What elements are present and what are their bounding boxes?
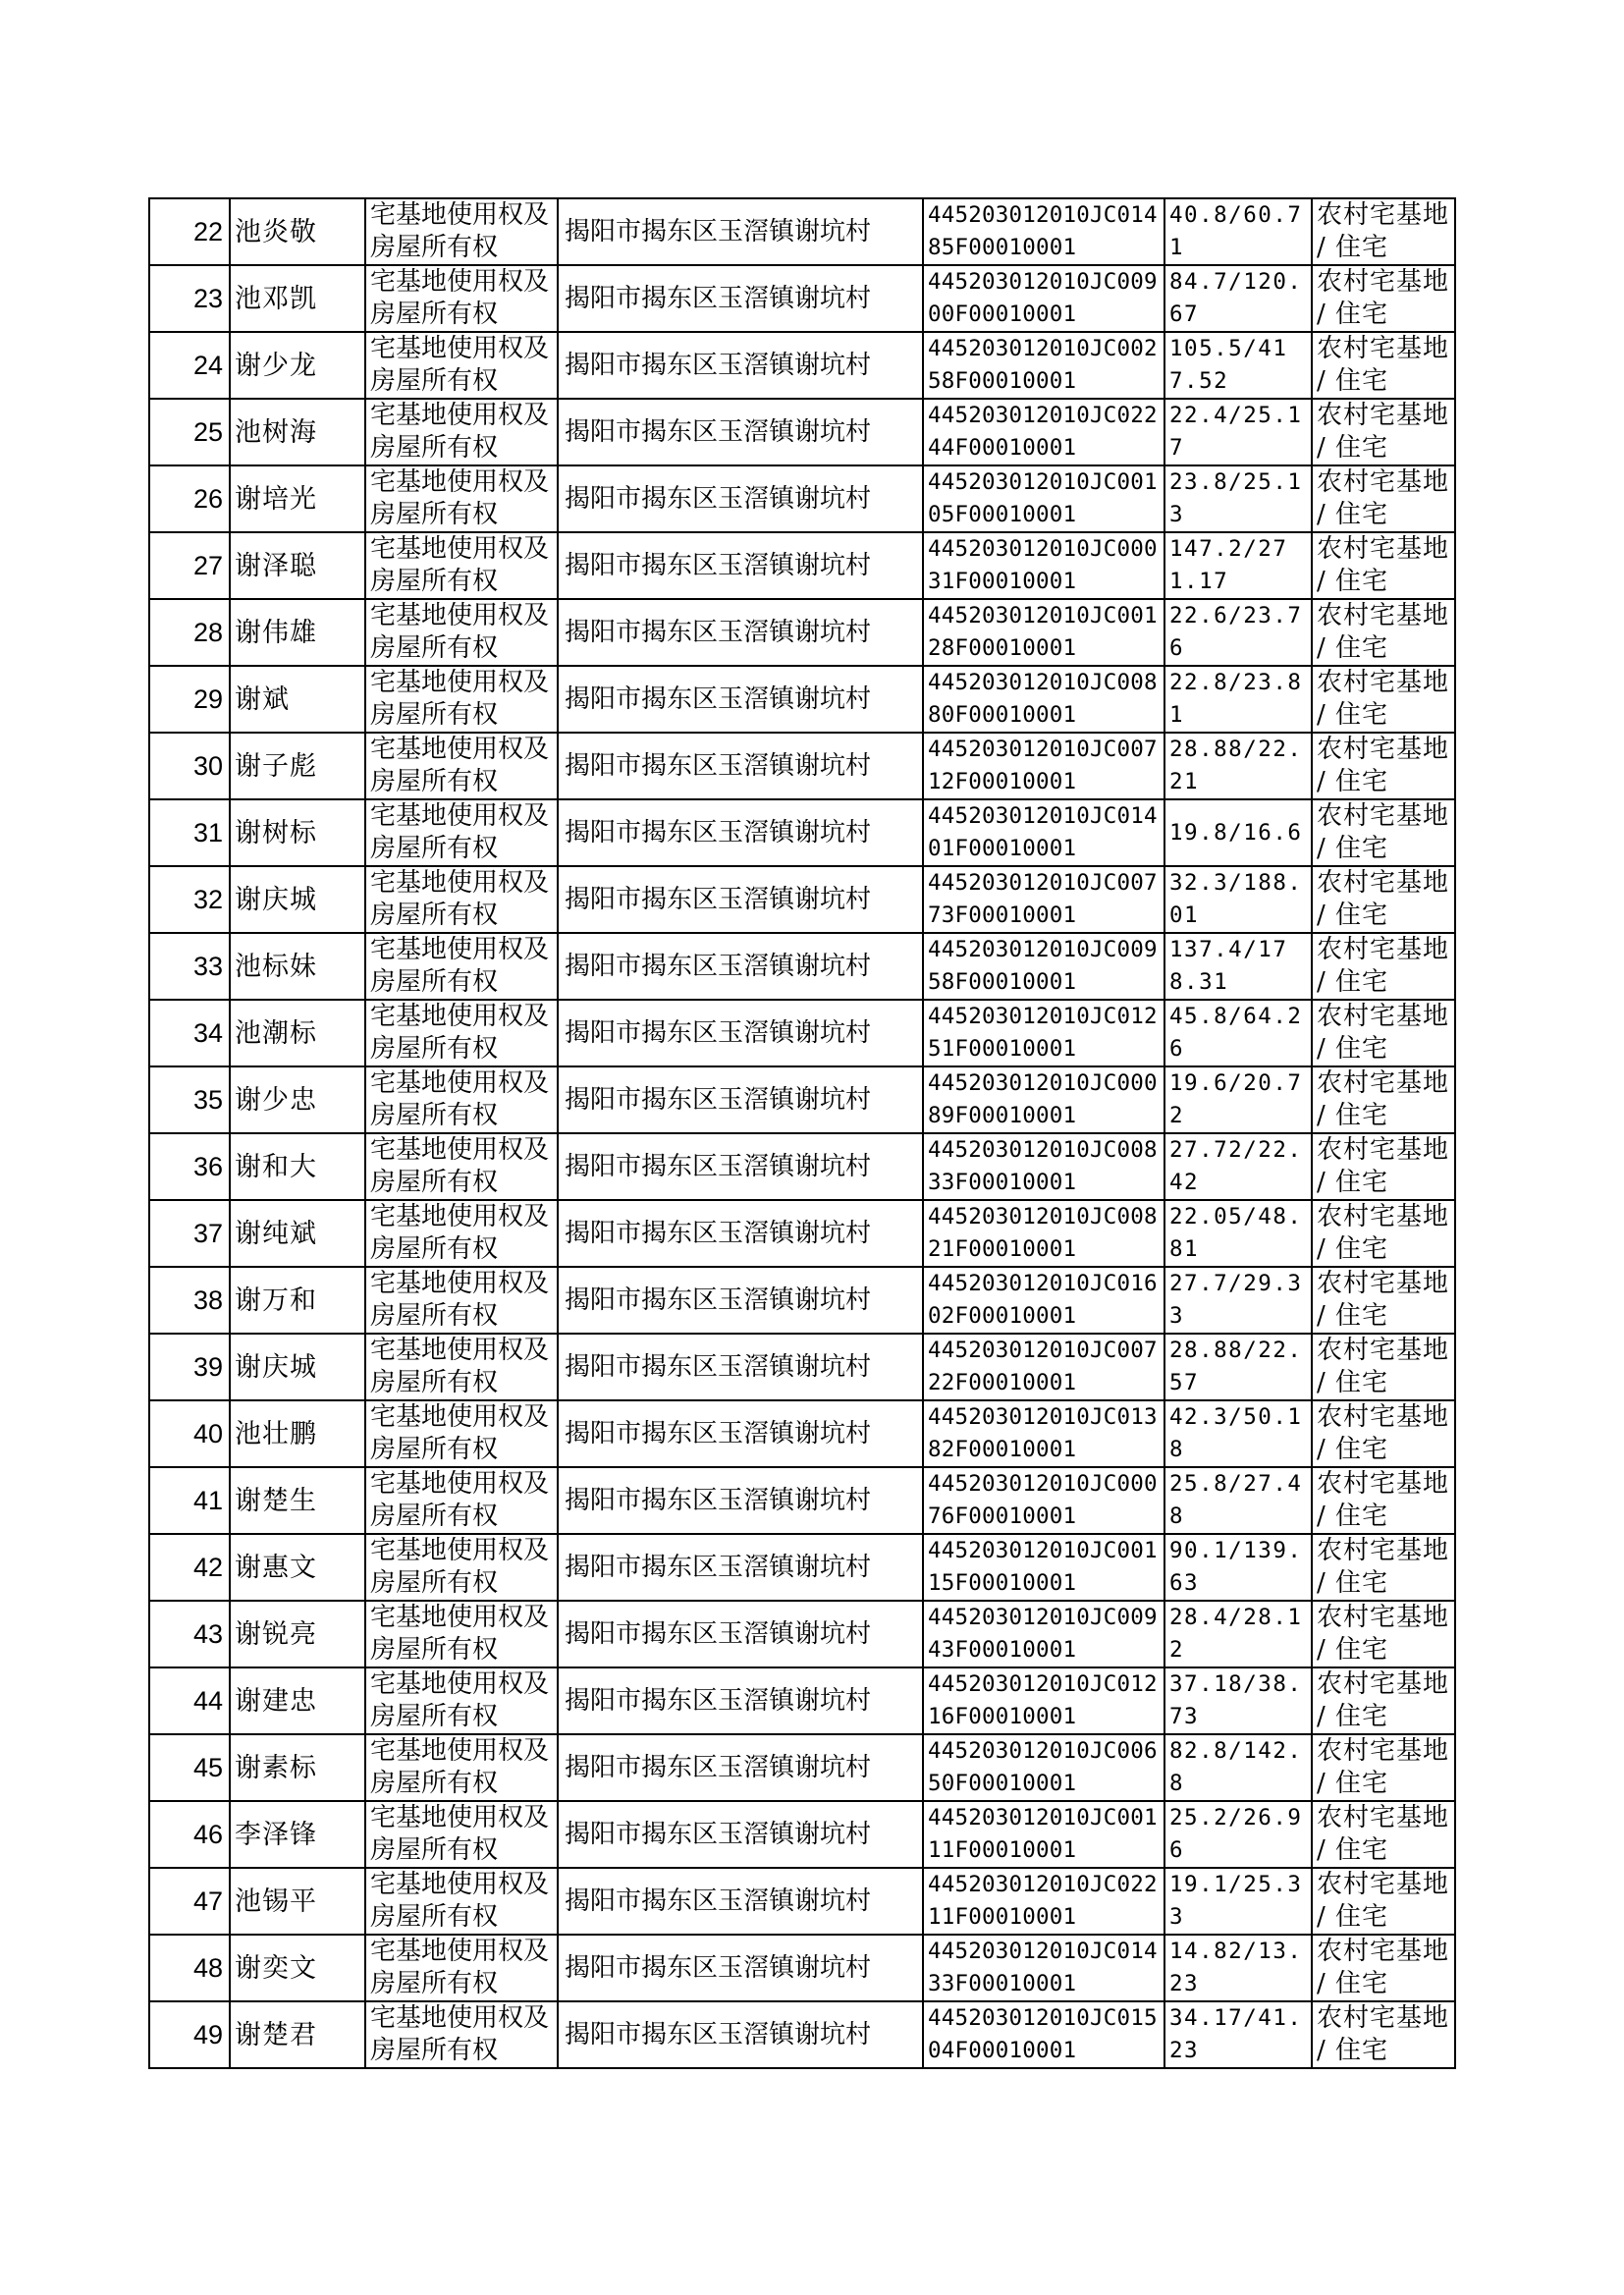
owner-name-cell: 谢素标 [230,1734,365,1801]
area-cell: 19.8/16.6 [1164,799,1312,866]
area-cell: 105.5/417.52 [1164,332,1312,399]
address-cell: 揭阳市揭东区玉滘镇谢坑村 [558,265,923,332]
right-type-cell: 宅基地使用权及房屋所有权 [365,465,558,532]
row-number-cell: 25 [149,399,230,465]
right-type-cell: 宅基地使用权及房屋所有权 [365,399,558,465]
table-row [149,1200,1455,1267]
address-cell: 揭阳市揭东区玉滘镇谢坑村 [558,1935,923,2001]
row-number-cell: 28 [149,599,230,666]
unit-code-cell: 445203012010JC00031F00010001 [923,532,1164,599]
unit-code-cell: 445203012010JC02211F00010001 [923,1868,1164,1935]
table-row [149,1601,1455,1667]
owner-name-cell: 池炎敬 [230,198,365,265]
right-type-cell: 宅基地使用权及房屋所有权 [365,1400,558,1467]
table-row [149,1133,1455,1200]
area-cell: 40.8/60.71 [1164,198,1312,265]
owner-name-cell: 谢少龙 [230,332,365,399]
row-number-cell: 23 [149,265,230,332]
right-type-cell: 宅基地使用权及房屋所有权 [365,1066,558,1133]
area-cell: 90.1/139.63 [1164,1534,1312,1601]
owner-name-cell: 谢庆城 [230,866,365,933]
unit-code-cell: 445203012010JC01433F00010001 [923,1935,1164,2001]
usage-cell: 农村宅基地 / 住宅 [1312,1133,1455,1200]
row-number-cell: 22 [149,198,230,265]
unit-code-cell: 445203012010JC00111F00010001 [923,1801,1164,1868]
table-body [149,198,1455,2068]
right-type-cell: 宅基地使用权及房屋所有权 [365,1267,558,1334]
row-number-cell: 38 [149,1267,230,1334]
usage-cell: 农村宅基地 / 住宅 [1312,265,1455,332]
usage-cell: 农村宅基地 / 住宅 [1312,733,1455,799]
right-type-cell: 宅基地使用权及房屋所有权 [365,332,558,399]
row-number-cell: 34 [149,1000,230,1066]
address-cell: 揭阳市揭东区玉滘镇谢坑村 [558,1801,923,1868]
usage-cell: 农村宅基地 / 住宅 [1312,866,1455,933]
row-number-cell: 37 [149,1200,230,1267]
row-number-cell: 35 [149,1066,230,1133]
unit-code-cell: 445203012010JC00115F00010001 [923,1534,1164,1601]
unit-code-cell: 445203012010JC00821F00010001 [923,1200,1164,1267]
row-number-cell: 43 [149,1601,230,1667]
area-cell: 27.7/29.33 [1164,1267,1312,1334]
usage-cell: 农村宅基地 / 住宅 [1312,1267,1455,1334]
unit-code-cell: 445203012010JC00712F00010001 [923,733,1164,799]
owner-name-cell: 谢泽聪 [230,532,365,599]
usage-cell: 农村宅基地 / 住宅 [1312,1467,1455,1534]
table-row [149,1467,1455,1534]
table-row [149,1066,1455,1133]
right-type-cell: 宅基地使用权及房屋所有权 [365,532,558,599]
table-row [149,599,1455,666]
unit-code-cell: 445203012010JC01504F00010001 [923,2001,1164,2068]
owner-name-cell: 谢和大 [230,1133,365,1200]
table-row [149,198,1455,265]
area-cell: 23.8/25.13 [1164,465,1312,532]
row-number-cell: 30 [149,733,230,799]
owner-name-cell: 谢锐亮 [230,1601,365,1667]
row-number-cell: 41 [149,1467,230,1534]
right-type-cell: 宅基地使用权及房屋所有权 [365,1935,558,2001]
owner-name-cell: 谢树标 [230,799,365,866]
area-cell: 28.88/22.57 [1164,1334,1312,1400]
usage-cell: 农村宅基地 / 住宅 [1312,1935,1455,2001]
area-cell: 19.1/25.33 [1164,1868,1312,1935]
owner-name-cell: 谢楚生 [230,1467,365,1534]
owner-name-cell: 池锡平 [230,1868,365,1935]
usage-cell: 农村宅基地 / 住宅 [1312,1801,1455,1868]
address-cell: 揭阳市揭东区玉滘镇谢坑村 [558,1400,923,1467]
owner-name-cell: 谢伟雄 [230,599,365,666]
address-cell: 揭阳市揭东区玉滘镇谢坑村 [558,1467,923,1534]
owner-name-cell: 谢培光 [230,465,365,532]
table-row [149,799,1455,866]
row-number-cell: 31 [149,799,230,866]
table-row [149,332,1455,399]
address-cell: 揭阳市揭东区玉滘镇谢坑村 [558,2001,923,2068]
address-cell: 揭阳市揭东区玉滘镇谢坑村 [558,1334,923,1400]
table-row [149,465,1455,532]
right-type-cell: 宅基地使用权及房屋所有权 [365,599,558,666]
address-cell: 揭阳市揭东区玉滘镇谢坑村 [558,532,923,599]
unit-code-cell: 445203012010JC00650F00010001 [923,1734,1164,1801]
owner-name-cell: 谢纯斌 [230,1200,365,1267]
unit-code-cell: 445203012010JC00258F00010001 [923,332,1164,399]
row-number-cell: 47 [149,1868,230,1935]
usage-cell: 农村宅基地 / 住宅 [1312,666,1455,733]
owner-name-cell: 池邓凯 [230,265,365,332]
address-cell: 揭阳市揭东区玉滘镇谢坑村 [558,599,923,666]
usage-cell: 农村宅基地 / 住宅 [1312,332,1455,399]
row-number-cell: 27 [149,532,230,599]
address-cell: 揭阳市揭东区玉滘镇谢坑村 [558,666,923,733]
row-number-cell: 26 [149,465,230,532]
registration-table [148,197,1456,2069]
table-row [149,1667,1455,1734]
owner-name-cell: 池树海 [230,399,365,465]
usage-cell: 农村宅基地 / 住宅 [1312,1066,1455,1133]
right-type-cell: 宅基地使用权及房屋所有权 [365,1334,558,1400]
area-cell: 82.8/142.8 [1164,1734,1312,1801]
right-type-cell: 宅基地使用权及房屋所有权 [365,1667,558,1734]
address-cell: 揭阳市揭东区玉滘镇谢坑村 [558,1534,923,1601]
address-cell: 揭阳市揭东区玉滘镇谢坑村 [558,465,923,532]
right-type-cell: 宅基地使用权及房屋所有权 [365,1801,558,1868]
table-row [149,666,1455,733]
table-row [149,399,1455,465]
unit-code-cell: 445203012010JC01382F00010001 [923,1400,1164,1467]
table-row [149,733,1455,799]
owner-name-cell: 池壮鹏 [230,1400,365,1467]
usage-cell: 农村宅基地 / 住宅 [1312,933,1455,1000]
area-cell: 25.8/27.48 [1164,1467,1312,1534]
table-row [149,1801,1455,1868]
unit-code-cell: 445203012010JC00773F00010001 [923,866,1164,933]
usage-cell: 农村宅基地 / 住宅 [1312,1200,1455,1267]
usage-cell: 农村宅基地 / 住宅 [1312,1868,1455,1935]
row-number-cell: 24 [149,332,230,399]
right-type-cell: 宅基地使用权及房屋所有权 [365,733,558,799]
unit-code-cell: 445203012010JC02244F00010001 [923,399,1164,465]
usage-cell: 农村宅基地 / 住宅 [1312,1334,1455,1400]
row-number-cell: 48 [149,1935,230,2001]
right-type-cell: 宅基地使用权及房屋所有权 [365,2001,558,2068]
row-number-cell: 49 [149,2001,230,2068]
table-row [149,1000,1455,1066]
row-number-cell: 46 [149,1801,230,1868]
address-cell: 揭阳市揭东区玉滘镇谢坑村 [558,1667,923,1734]
area-cell: 37.18/38.73 [1164,1667,1312,1734]
address-cell: 揭阳市揭东区玉滘镇谢坑村 [558,1601,923,1667]
usage-cell: 农村宅基地 / 住宅 [1312,465,1455,532]
area-cell: 147.2/271.17 [1164,532,1312,599]
table-row [149,1534,1455,1601]
usage-cell: 农村宅基地 / 住宅 [1312,1601,1455,1667]
right-type-cell: 宅基地使用权及房屋所有权 [365,1534,558,1601]
area-cell: 22.4/25.17 [1164,399,1312,465]
usage-cell: 农村宅基地 / 住宅 [1312,399,1455,465]
unit-code-cell: 445203012010JC01216F00010001 [923,1667,1164,1734]
right-type-cell: 宅基地使用权及房屋所有权 [365,265,558,332]
row-number-cell: 44 [149,1667,230,1734]
unit-code-cell: 445203012010JC00900F00010001 [923,265,1164,332]
right-type-cell: 宅基地使用权及房屋所有权 [365,666,558,733]
address-cell: 揭阳市揭东区玉滘镇谢坑村 [558,1133,923,1200]
owner-name-cell: 谢斌 [230,666,365,733]
usage-cell: 农村宅基地 / 住宅 [1312,599,1455,666]
table-row [149,933,1455,1000]
area-cell: 22.8/23.81 [1164,666,1312,733]
area-cell: 45.8/64.26 [1164,1000,1312,1066]
usage-cell: 农村宅基地 / 住宅 [1312,532,1455,599]
owner-name-cell: 谢少忠 [230,1066,365,1133]
right-type-cell: 宅基地使用权及房屋所有权 [365,1601,558,1667]
right-type-cell: 宅基地使用权及房屋所有权 [365,1467,558,1534]
area-cell: 22.05/48.81 [1164,1200,1312,1267]
owner-name-cell: 谢惠文 [230,1534,365,1601]
table-row [149,1868,1455,1935]
table-row [149,1400,1455,1467]
usage-cell: 农村宅基地 / 住宅 [1312,1400,1455,1467]
row-number-cell: 42 [149,1534,230,1601]
table-row [149,1334,1455,1400]
row-number-cell: 29 [149,666,230,733]
address-cell: 揭阳市揭东区玉滘镇谢坑村 [558,1000,923,1066]
table-row [149,866,1455,933]
address-cell: 揭阳市揭东区玉滘镇谢坑村 [558,1267,923,1334]
right-type-cell: 宅基地使用权及房屋所有权 [365,1200,558,1267]
right-type-cell: 宅基地使用权及房屋所有权 [365,866,558,933]
table-row [149,1734,1455,1801]
table-row [149,2001,1455,2068]
area-cell: 14.82/13.23 [1164,1935,1312,2001]
owner-name-cell: 池标妹 [230,933,365,1000]
address-cell: 揭阳市揭东区玉滘镇谢坑村 [558,1734,923,1801]
area-cell: 22.6/23.76 [1164,599,1312,666]
unit-code-cell: 445203012010JC00880F00010001 [923,666,1164,733]
owner-name-cell: 李泽锋 [230,1801,365,1868]
owner-name-cell: 谢楚君 [230,2001,365,2068]
table-row [149,1935,1455,2001]
usage-cell: 农村宅基地 / 住宅 [1312,2001,1455,2068]
right-type-cell: 宅基地使用权及房屋所有权 [365,198,558,265]
row-number-cell: 33 [149,933,230,1000]
unit-code-cell: 445203012010JC01485F00010001 [923,198,1164,265]
unit-code-cell: 445203012010JC01401F00010001 [923,799,1164,866]
area-cell: 84.7/120.67 [1164,265,1312,332]
area-cell: 42.3/50.18 [1164,1400,1312,1467]
table-row [149,532,1455,599]
owner-name-cell: 谢子彪 [230,733,365,799]
usage-cell: 农村宅基地 / 住宅 [1312,799,1455,866]
unit-code-cell: 445203012010JC00128F00010001 [923,599,1164,666]
area-cell: 25.2/26.96 [1164,1801,1312,1868]
address-cell: 揭阳市揭东区玉滘镇谢坑村 [558,198,923,265]
unit-code-cell: 445203012010JC01251F00010001 [923,1000,1164,1066]
address-cell: 揭阳市揭东区玉滘镇谢坑村 [558,1200,923,1267]
usage-cell: 农村宅基地 / 住宅 [1312,1534,1455,1601]
table-row [149,265,1455,332]
unit-code-cell: 445203012010JC00833F00010001 [923,1133,1164,1200]
row-number-cell: 32 [149,866,230,933]
address-cell: 揭阳市揭东区玉滘镇谢坑村 [558,1868,923,1935]
unit-code-cell: 445203012010JC00089F00010001 [923,1066,1164,1133]
area-cell: 27.72/22.42 [1164,1133,1312,1200]
address-cell: 揭阳市揭东区玉滘镇谢坑村 [558,866,923,933]
right-type-cell: 宅基地使用权及房屋所有权 [365,799,558,866]
area-cell: 19.6/20.72 [1164,1066,1312,1133]
usage-cell: 农村宅基地 / 住宅 [1312,1734,1455,1801]
unit-code-cell: 445203012010JC00105F00010001 [923,465,1164,532]
area-cell: 28.88/22.21 [1164,733,1312,799]
row-number-cell: 40 [149,1400,230,1467]
address-cell: 揭阳市揭东区玉滘镇谢坑村 [558,933,923,1000]
unit-code-cell: 445203012010JC01602F00010001 [923,1267,1164,1334]
owner-name-cell: 谢建忠 [230,1667,365,1734]
right-type-cell: 宅基地使用权及房屋所有权 [365,933,558,1000]
usage-cell: 农村宅基地 / 住宅 [1312,1667,1455,1734]
area-cell: 32.3/188.01 [1164,866,1312,933]
owner-name-cell: 谢万和 [230,1267,365,1334]
unit-code-cell: 445203012010JC00943F00010001 [923,1601,1164,1667]
address-cell: 揭阳市揭东区玉滘镇谢坑村 [558,733,923,799]
area-cell: 28.4/28.12 [1164,1601,1312,1667]
right-type-cell: 宅基地使用权及房屋所有权 [365,1000,558,1066]
owner-name-cell: 谢奕文 [230,1935,365,2001]
area-cell: 137.4/178.31 [1164,933,1312,1000]
row-number-cell: 45 [149,1734,230,1801]
area-cell: 34.17/41.23 [1164,2001,1312,2068]
owner-name-cell: 谢庆城 [230,1334,365,1400]
right-type-cell: 宅基地使用权及房屋所有权 [365,1734,558,1801]
address-cell: 揭阳市揭东区玉滘镇谢坑村 [558,332,923,399]
usage-cell: 农村宅基地 / 住宅 [1312,198,1455,265]
unit-code-cell: 445203012010JC00722F00010001 [923,1334,1164,1400]
table-row [149,1267,1455,1334]
right-type-cell: 宅基地使用权及房屋所有权 [365,1133,558,1200]
unit-code-cell: 445203012010JC00958F00010001 [923,933,1164,1000]
right-type-cell: 宅基地使用权及房屋所有权 [365,1868,558,1935]
owner-name-cell: 池潮标 [230,1000,365,1066]
row-number-cell: 39 [149,1334,230,1400]
address-cell: 揭阳市揭东区玉滘镇谢坑村 [558,799,923,866]
unit-code-cell: 445203012010JC00076F00010001 [923,1467,1164,1534]
address-cell: 揭阳市揭东区玉滘镇谢坑村 [558,1066,923,1133]
address-cell: 揭阳市揭东区玉滘镇谢坑村 [558,399,923,465]
usage-cell: 农村宅基地 / 住宅 [1312,1000,1455,1066]
row-number-cell: 36 [149,1133,230,1200]
